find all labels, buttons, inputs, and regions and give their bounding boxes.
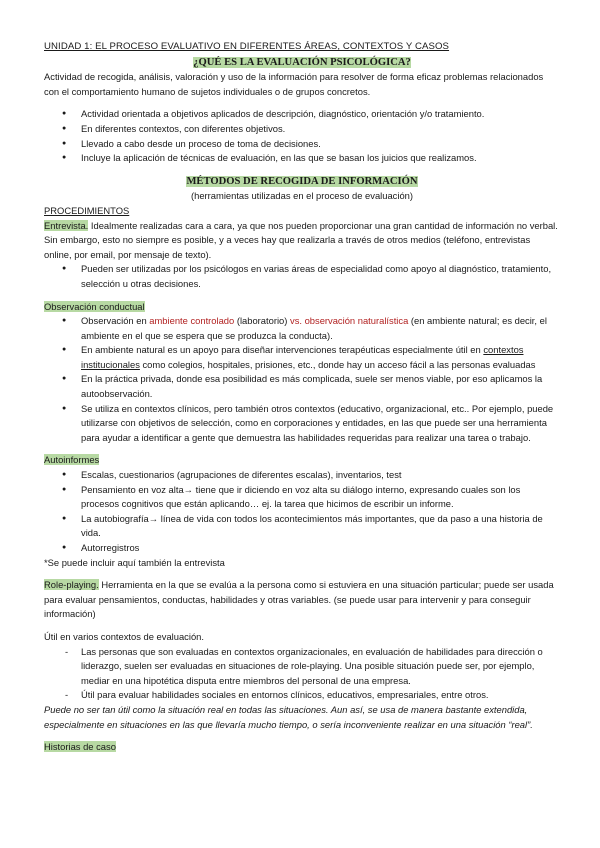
list-item: ● Llevado a cabo desde un proceso de toma de decisiones.	[81, 137, 560, 152]
definition-paragraph: Actividad de recogida, análisis, valoración y uso de la información para resolver de forma eficaz problemas relacionados con el comportamiento humano de sujetos individuales o de grupos concretos.	[44, 71, 544, 97]
procedures-label: PROCEDIMIENTOS	[44, 204, 130, 216]
observation-label: Observación conductual	[44, 300, 145, 312]
question-heading: ¿QUÉ ES LA EVALUACIÓN PSICOLÓGICA?	[193, 56, 411, 68]
interview-bullet-list	[44, 262, 560, 291]
list-item: ● La autobiografía→ línea de vida con todos los acontecimientos más importantes, que da paso a una historia de vida.	[81, 512, 560, 541]
role-playing-useful: Útil en varios contextos de evaluación.	[44, 630, 204, 642]
question-heading-line	[44, 55, 560, 71]
self-reports-note: *Se puede incluir aquí también la entrevista	[44, 556, 225, 568]
unit-title: UNIDAD 1: EL PROCESO EVALUATIVO EN DIFERENTES ÁREAS, CONTEXTOS Y CASOS	[44, 41, 450, 52]
role-playing-dash-list	[44, 645, 560, 703]
red-highlight-text: vs. observación naturalística	[290, 315, 409, 327]
document-page	[44, 40, 560, 755]
role-playing-paragraph	[44, 578, 560, 622]
list-item: ● Escalas, cuestionarios (agrupaciones de diferentes escalas), inventarios, test	[81, 468, 560, 483]
role-playing-italic-note: Puede no ser tan útil como la situación real en todas las situaciones. Aun así, se usa de manera bastante extendida, especialmente en situaciones en las que llevaría mucho tiempo, o sería inconveniente realizar en una situación “real”.	[44, 703, 533, 730]
role-playing-label: Role-playing.	[44, 579, 99, 591]
list-item	[81, 314, 560, 343]
text-run: como colegios, hospitales, prisiones, etc., donde hay un acceso fácil a las personas evaluadas	[139, 358, 536, 370]
observation-label-line	[44, 300, 560, 315]
underlined-text: contextos institucionales	[81, 344, 524, 370]
interview-label: Entrevista.	[44, 219, 89, 231]
self-reports-label-line	[44, 453, 560, 468]
list-item: ● Actividad orientada a objetivos aplicados de descripción, diagnóstico, orientación y/o tratamiento.	[81, 107, 560, 122]
case-histories-label-line	[44, 740, 560, 755]
list-item: ● Pueden ser utilizadas por los psicólogos en varias áreas de especialidad como apoyo al diagnóstico, tratamiento, selección u otras decisiones.	[81, 262, 560, 291]
red-highlight-text: ambiente controlado	[149, 315, 235, 327]
methods-heading-line	[44, 174, 560, 190]
list-item: ● En la práctica privada, donde esa posibilidad es más complicada, suele ser menos viable, por eso aplicamos la autoobservación.	[81, 372, 560, 401]
case-histories-label: Historias de caso	[44, 741, 116, 753]
list-item: ● Se utiliza en contextos clínicos, pero también otros contextos (educativo, organizacional, etc.. Por ejemplo, puede utilizarse con objetivos de selección, como en corporaciones y entidades, en las que puede ser una herramienta para ayudar a identificar a gente que demuestra las habilidades requeridas para realizar una tarea o trabajo.	[81, 402, 560, 446]
self-reports-bullet-list	[44, 468, 560, 556]
text-run: (laboratorio)	[234, 315, 290, 327]
definition-bullet-list	[44, 107, 560, 165]
text-run: Observación en	[81, 315, 150, 327]
interview-paragraph	[44, 219, 560, 263]
list-item: ● Autorregistros	[81, 541, 560, 556]
list-item: ● Incluye la aplicación de técnicas de evaluación, en las que se basan los juicios que realizamos.	[81, 151, 560, 166]
list-item: ● En diferentes contextos, con diferentes objetivos.	[81, 122, 560, 137]
interview-text: Idealmente realizadas cara a cara, ya que nos pueden proporcionar una gran cantidad de información no verbal. Sin embargo, esto no siempre es posible, y a veces hay que realizarla a través de otros medios (teléfono, entrevistas online, por email, por mensaje de texto).	[44, 219, 558, 260]
methods-heading: MÉTODOS DE RECOGIDA DE INFORMACIÓN	[186, 175, 418, 187]
role-playing-text: Herramienta en la que se evalúa a la persona como si estuviera en una situación particular; puede ser usada para evaluar pensamientos, conductas, habilidades y otras variables. (se puede usar para intervenir y para conseguir información)	[44, 579, 554, 620]
self-reports-label: Autoinformes	[44, 454, 100, 466]
list-item: - Útil para evaluar habilidades sociales en entornos clínicos, educativos, empresariales, entre otros.	[81, 688, 560, 703]
list-item: - Las personas que son evaluadas en contextos organizacionales, en evaluación de habilidades para dirección o liderazgo, suelen ser evaluadas en situaciones de role-playing. Una posible situación puede ser, por ejemplo, mediar en una hipotética disputa entre miembros del personal de una empresa.	[81, 645, 560, 689]
list-item: ● Pensamiento en voz alta→ tiene que ir diciendo en voz alta su diálogo interno, expresando cuales son los procesos cognitivos que están aplicando… ej. la tarea que hicimos de escribir un informe.	[81, 483, 560, 512]
list-item	[81, 343, 560, 372]
methods-subheading: (herramientas utilizadas en el proceso de evaluación)	[191, 190, 413, 202]
observation-bullet-list	[44, 314, 560, 445]
text-run: En ambiente natural es un apoyo para diseñar intervenciones terapéuticas especialmente útil en	[81, 344, 484, 356]
text-run: (en ambiente natural; es decir, el ambiente en el que se espera que se produzca la conducta).	[81, 315, 547, 341]
